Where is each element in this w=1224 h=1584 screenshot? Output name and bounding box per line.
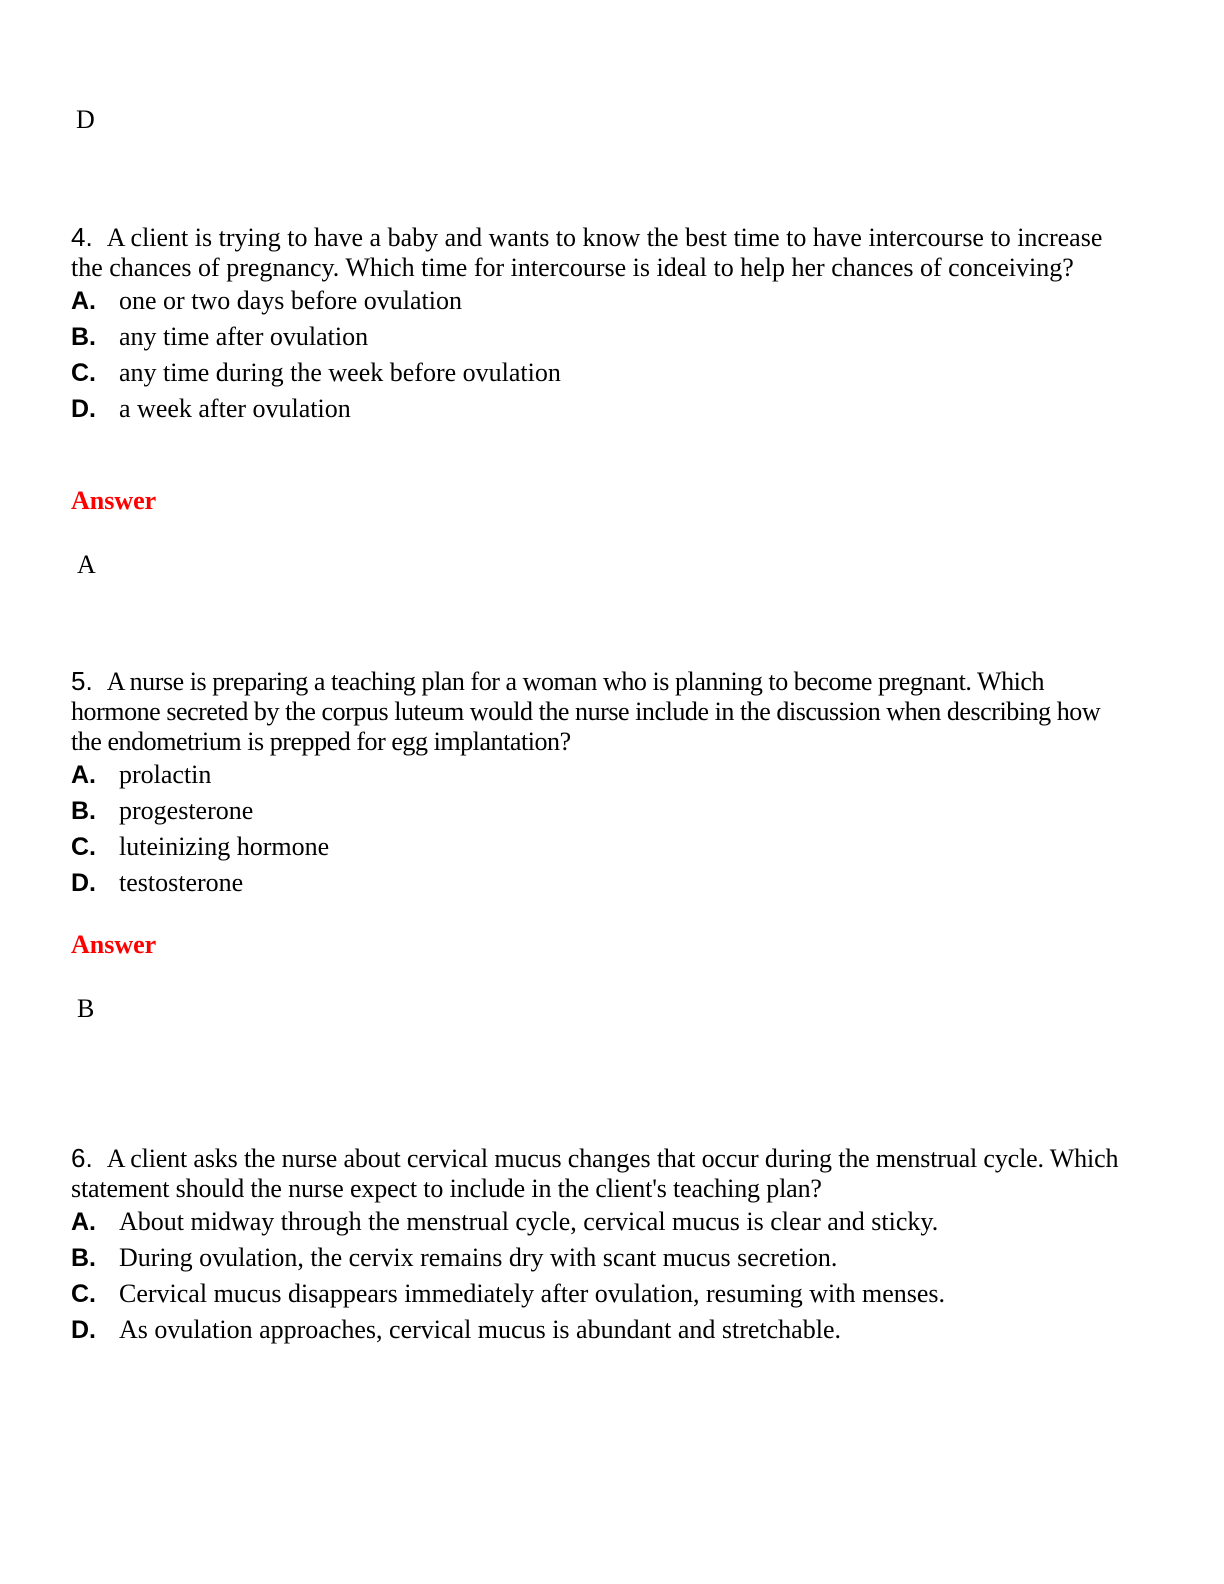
option-text: any time after ovulation	[119, 322, 369, 351]
option-d	[71, 1312, 1131, 1348]
option-letter: B.	[71, 797, 96, 825]
option-list	[71, 283, 1131, 427]
answer-label: Answer	[71, 486, 157, 515]
option-d	[71, 391, 1131, 427]
question-6	[71, 1143, 1131, 1348]
option-letter: B.	[71, 323, 96, 351]
option-b	[71, 319, 1131, 355]
question-text: A client asks the nurse about cervical mucus changes that occur during the menstrual cycle. Which statement should the nurse expect to include in the client's teaching plan?	[71, 1144, 1119, 1203]
option-letter: D.	[71, 395, 96, 423]
option-c	[71, 355, 1131, 391]
option-text: testosterone	[119, 868, 244, 897]
question-stem	[71, 666, 1131, 757]
option-text: one or two days before ovulation	[119, 286, 462, 315]
answer-value: A	[77, 550, 96, 579]
option-text: Cervical mucus disappears immediately after ovulation, resuming with menses.	[119, 1279, 946, 1308]
question-text: A client is trying to have a baby and wants to know the best time to have intercourse to increase the chances of pregnancy. Which time for intercourse is ideal to help her chances of conceiving?	[71, 223, 1103, 282]
question-5	[71, 666, 1131, 901]
option-text: a week after ovulation	[119, 394, 351, 423]
option-b	[71, 793, 1131, 829]
option-letter: A.	[71, 1208, 96, 1236]
option-letter: A.	[71, 287, 96, 315]
option-text: any time during the week before ovulation	[119, 358, 561, 387]
option-list	[71, 1204, 1131, 1348]
option-d	[71, 865, 1131, 901]
option-letter: D.	[71, 1316, 96, 1344]
option-letter: B.	[71, 1244, 96, 1272]
option-text: As ovulation approaches, cervical mucus is abundant and stretchable.	[119, 1315, 841, 1344]
option-letter: C.	[71, 833, 96, 861]
answer-label: Answer	[71, 930, 157, 959]
option-text: progesterone	[119, 796, 254, 825]
option-b	[71, 1240, 1131, 1276]
option-letter: A.	[71, 761, 96, 789]
question-stem	[71, 222, 1131, 283]
question-stem	[71, 1143, 1131, 1204]
option-letter: C.	[71, 359, 96, 387]
option-letter: C.	[71, 1280, 96, 1308]
option-c	[71, 829, 1131, 865]
option-a	[71, 757, 1131, 793]
question-number: 6.	[71, 1143, 93, 1173]
option-text: prolactin	[119, 760, 212, 789]
question-4	[71, 222, 1131, 427]
option-a	[71, 1204, 1131, 1240]
question-number: 4.	[71, 222, 93, 252]
option-text: About midway through the menstrual cycle, cervical mucus is clear and sticky.	[119, 1207, 939, 1236]
option-text: During ovulation, the cervix remains dry with scant mucus secretion.	[119, 1243, 838, 1272]
option-a	[71, 283, 1131, 319]
answer-value: B	[77, 994, 95, 1023]
option-text: luteinizing hormone	[119, 832, 330, 861]
question-number: 5.	[71, 666, 93, 696]
option-c	[71, 1276, 1131, 1312]
option-letter: D.	[71, 869, 96, 897]
previous-answer-value: D	[76, 105, 95, 134]
question-text: A nurse is preparing a teaching plan for a woman who is planning to become pregnant. Which hormone secreted by the corpus luteum would the nurse include in the discussion when describing how the endometrium is prepped for egg implantation?	[71, 667, 1101, 756]
option-list	[71, 757, 1131, 901]
